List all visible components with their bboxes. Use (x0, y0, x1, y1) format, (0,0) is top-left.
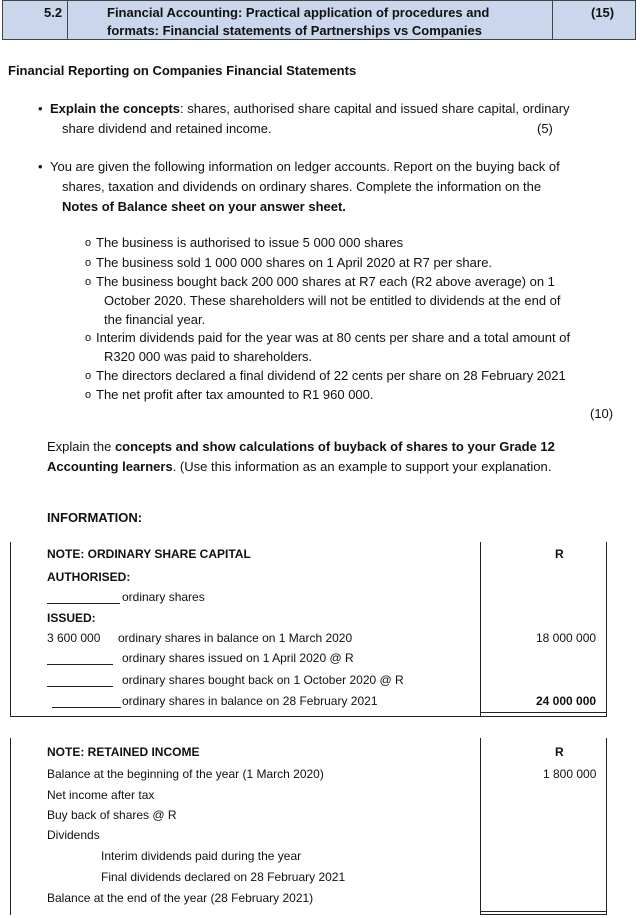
sub-item-cont: R320 000 was paid to shareholders. (104, 349, 313, 364)
share-capital-r-header: R (555, 547, 564, 561)
retained-income-r-header: R (555, 745, 564, 759)
circle-bullet-icon: o (85, 237, 92, 249)
issued-qty-blank[interactable] (47, 653, 113, 665)
issued-row1-amount: 18 000 000 (536, 631, 597, 645)
ri-row3-text: Buy back of shares @ R (47, 808, 177, 822)
bullet1-marks: (5) (537, 121, 553, 136)
ri-row1-amount: 1 800 000 (543, 767, 597, 781)
header-divider (67, 1, 68, 39)
bullet1-line2: share dividend and retained income. (62, 121, 272, 136)
bullet1-bold: Explain the concepts (50, 101, 181, 116)
explain-line2 (47, 459, 551, 474)
bullet2-line2: shares, taxation and dividends on ordinary shares. Complete the information on the (62, 179, 542, 194)
question-header (2, 0, 636, 40)
circle-bullet-icon: o (85, 389, 92, 401)
sub-item: The net profit after tax amounted to R1 960 000. (96, 387, 374, 402)
ri-row1-text: Balance at the beginning of the year (1 March 2020) (47, 767, 324, 781)
ri-row7-text: Balance at the end of the year (28 February 2021) (47, 891, 314, 905)
ri-row2-text: Net income after tax (47, 788, 155, 802)
section-title: Financial Reporting on Companies Financial Statements (8, 63, 357, 78)
sub-item-cont: the financial year. (104, 312, 206, 327)
explain-line1 (47, 439, 555, 454)
share-capital-title: NOTE: ORDINARY SHARE CAPITAL (47, 547, 251, 561)
table-border (606, 738, 607, 915)
ri-row4-text: Dividends (47, 828, 100, 842)
issued-row1-qty: 3 600 000 (47, 631, 101, 645)
bullet-icon: • (38, 101, 43, 116)
table-border (10, 542, 11, 716)
bullet1-text1: : shares, authorised share capital and issued share capital, ordinary (180, 101, 570, 116)
issued-row4-text: ordinary shares in balance on 28 February 2021 (122, 694, 378, 708)
sub-item: The directors declared a final dividend of 22 cents per share on 28 February 2021 (96, 368, 566, 383)
circle-bullet-icon: o (85, 276, 92, 288)
bullet2-line1: You are given the following information on ledger accounts. Report on the buying back of (50, 159, 560, 174)
sub-item: The business bought back 200 000 shares at R7 each (R2 above average) on 1 (96, 274, 555, 289)
question-number: 5.2 (44, 5, 63, 20)
explain-text2: . (Use this information as an example to support your explanation. (172, 459, 552, 474)
circle-bullet-icon: o (85, 370, 92, 382)
information-label: INFORMATION: (47, 510, 143, 525)
ri-row6-text: Final dividends declared on 28 February 2021 (101, 870, 346, 884)
sub-item: The business is authorised to issue 5 000 000 shares (96, 235, 404, 250)
bullet1-line1 (50, 101, 570, 116)
question-marks: (15) (591, 5, 615, 20)
authorised-qty-blank[interactable] (47, 592, 120, 604)
authorised-row-text: ordinary shares (122, 590, 205, 604)
question-title-line1: Financial Accounting: Practical application of procedures and (107, 5, 490, 20)
total-underline (481, 712, 606, 713)
issued-label: ISSUED: (47, 611, 96, 625)
table-border (480, 738, 481, 915)
sub-item: Interim dividends paid for the year was at 80 cents per share and a total amount of (96, 330, 571, 345)
issued-row4-amount: 24 000 000 (536, 694, 597, 708)
issued-row1-text: ordinary shares in balance on 1 March 2020 (118, 631, 353, 645)
authorised-label: AUTHORISED: (47, 570, 131, 584)
explain-text1: Explain the (47, 439, 115, 454)
question-title-line2: formats: Financial statements of Partnerships vs Companies (107, 23, 482, 38)
buyback-qty-blank[interactable] (47, 675, 113, 687)
bullet2-line3: Notes of Balance sheet on your answer sheet. (62, 199, 346, 214)
explain-bold1: concepts and show calculations of buyback of shares to your Grade 12 (114, 439, 555, 454)
sub-item-cont: October 2020. These shareholders will not be entitled to dividends at the end of (104, 293, 561, 308)
issued-row2-text: ordinary shares issued on 1 April 2020 @ R (122, 651, 354, 665)
circle-bullet-icon: o (85, 257, 92, 269)
bullet-icon: • (38, 159, 43, 174)
retained-income-title: NOTE: RETAINED INCOME (47, 745, 200, 759)
ri-row5-text: Interim dividends paid during the year (101, 849, 302, 863)
total-underline (481, 914, 606, 915)
table-border (10, 738, 11, 915)
issued-row3-text: ordinary shares bought back on 1 October 2020 @ R (122, 673, 404, 687)
circle-bullet-icon: o (85, 332, 92, 344)
explain-bold2: Accounting learners (47, 459, 173, 474)
total-underline (481, 911, 606, 912)
sub-item: The business sold 1 000 000 shares on 1 April 2020 at R7 per share. (96, 255, 493, 270)
closing-qty-blank[interactable] (52, 696, 121, 708)
header-divider (552, 1, 553, 39)
table-border (480, 542, 481, 716)
table-border (10, 716, 607, 717)
bullet2-marks: (10) (590, 406, 614, 421)
table-border (606, 542, 607, 716)
